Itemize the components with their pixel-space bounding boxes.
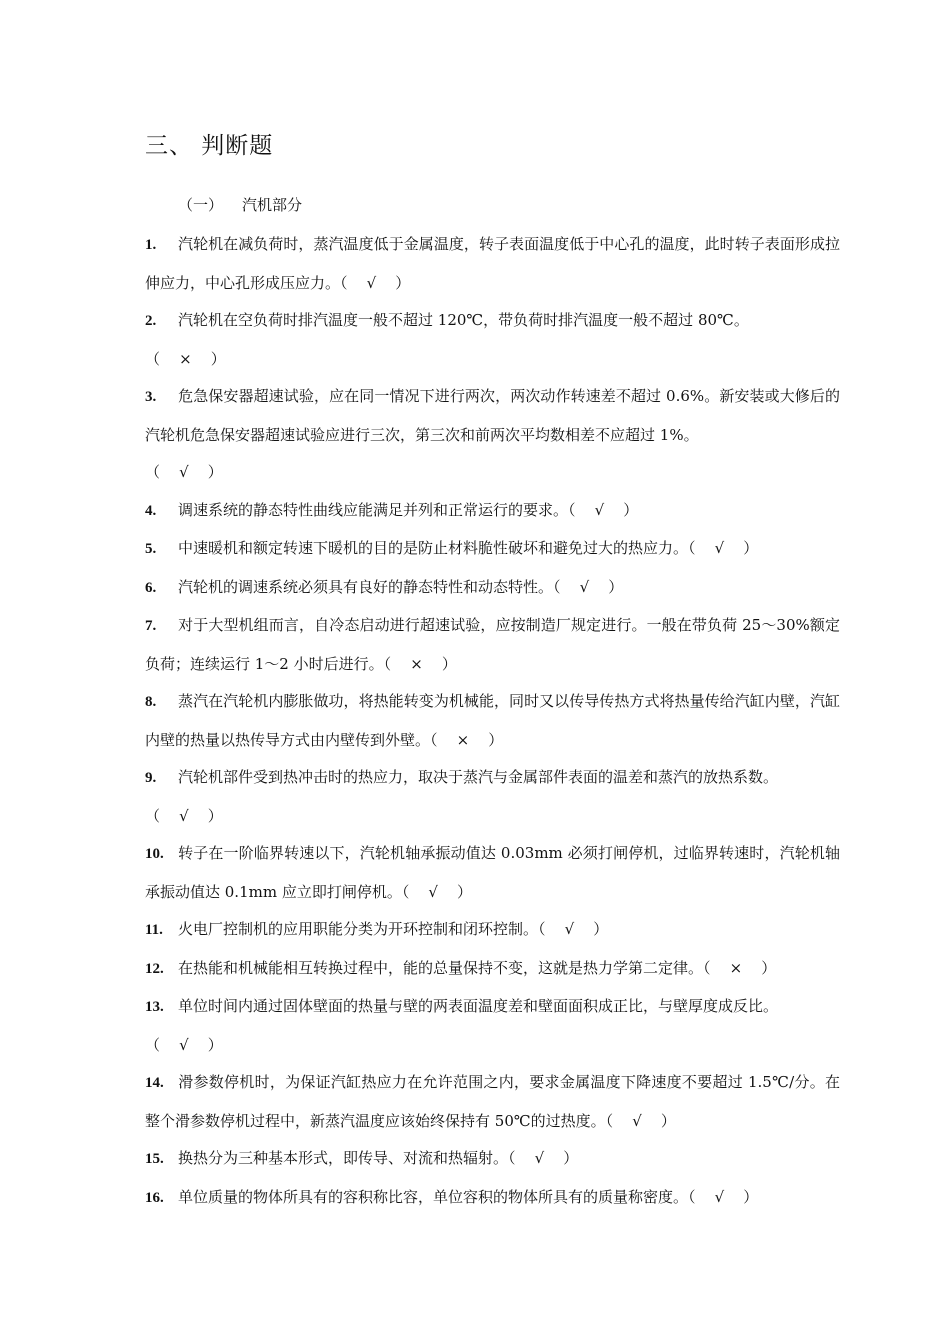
question-text: 汽轮机的调速系统必须具有良好的静态特性和动态特性。 — [178, 577, 554, 596]
question-number: 7. — [145, 618, 157, 634]
question-item — [145, 226, 840, 302]
subsection-heading — [178, 194, 302, 215]
question-number: 6. — [145, 579, 157, 596]
question-answer: （ √ ） — [401, 882, 473, 901]
question-item — [145, 378, 840, 492]
question-item — [145, 1179, 840, 1218]
question-list — [145, 226, 840, 1217]
question-item — [145, 1140, 840, 1179]
question-item — [145, 683, 840, 759]
question-answer: （ × ） — [703, 958, 777, 977]
question-item — [145, 1064, 840, 1140]
question-number: 15. — [145, 1151, 164, 1167]
question-answer: （ √ ） — [145, 1035, 223, 1054]
question-number: 13. — [145, 999, 164, 1015]
question-item — [145, 569, 840, 608]
question-text: 单位质量的物体所具有的容积称比容，单位容积的物体所具有的质量称密度。 — [178, 1187, 689, 1206]
question-item — [145, 759, 840, 835]
question-text: 火电厂控制机的应用职能分类为开环控制和闭环控制。 — [178, 920, 539, 938]
question-number: 16. — [145, 1189, 164, 1206]
question-answer: （ × ） — [145, 349, 226, 368]
question-item — [145, 607, 840, 683]
question-text: 换热分为三种基本形式，即传导、对流和热辐射。 — [178, 1149, 509, 1167]
question-item — [145, 492, 840, 531]
question-number: 1. — [145, 237, 157, 253]
question-answer: （ √ ） — [568, 500, 639, 519]
question-number: 4. — [145, 502, 157, 519]
question-text: 在热能和机械能相互转换过程中，能的总量保持不变，这就是热力学第二定律。 — [178, 958, 704, 977]
question-answer: （ × ） — [383, 654, 457, 673]
question-number: 11. — [145, 922, 163, 938]
question-item — [145, 302, 840, 378]
question-answer: （ √ ） — [508, 1149, 579, 1167]
section-title: 三、 判断题 — [145, 133, 274, 159]
question-answer: （ × ） — [430, 730, 504, 749]
question-text: 汽轮机部件受到热冲击时的热应力，取决于蒸汽与金属部件表面的温差和蒸汽的放热系数。 — [178, 768, 779, 786]
question-item — [145, 530, 840, 569]
question-item — [145, 988, 840, 1064]
subsection-number: （一） — [178, 196, 224, 214]
question-number: 8. — [145, 694, 157, 710]
question-text: 对于大型机组而言，自冷态启动进行超速试验，应按制造厂规定进行。一般在带负荷 25～30%额定负荷；连续运行 1～2 小时后进行。 — [145, 616, 840, 673]
question-text: 单位时间内通过固体壁面的热量与壁的两表面温度差和壁面面积成正比，与壁厚度成反比。 — [178, 997, 779, 1015]
question-item — [145, 835, 840, 911]
question-text: 滑参数停机时，为保证汽缸热应力在允许范围之内，要求金属温度下降速度不要超过 1.5℃/分。在整个滑参数停机过程中，新蒸汽温度应该始终保持有 50℃的过热度。 — [145, 1073, 840, 1130]
question-number: 12. — [145, 960, 164, 977]
question-answer: （ √ ） — [538, 920, 609, 938]
question-text: 危急保安器超速试验，应在同一情况下进行两次，两次动作转速差不超过 0.6%。新安装或大修后的汽轮机危急保安器超速试验应进行三次，第三次和前两次平均数相差不应超过 1%。 — [145, 387, 840, 444]
question-number: 5. — [145, 541, 157, 557]
question-text: 中速暖机和额定转速下暖机的目的是防止材料脆性破坏和避免过大的热应力。 — [178, 539, 689, 557]
question-text: 汽轮机在减负荷时，蒸汽温度低于金属温度，转子表面温度低于中心孔的温度，此时转子表面形成拉伸应力，中心孔形成压应力。 — [145, 235, 840, 292]
question-answer: （ √ ） — [145, 463, 223, 481]
question-text: 转子在一阶临界转速以下，汽轮机轴承振动值达 0.03mm 必须打闸停机，过临界转速时，汽轮机轴承振动值达 0.1mm 应立即打闸停机。 — [145, 844, 840, 901]
question-answer: （ √ ） — [688, 1187, 759, 1206]
question-number: 3. — [145, 389, 157, 405]
question-answer: （ √ ） — [340, 273, 411, 292]
question-text: 调速系统的静态特性曲线应能满足并列和正常运行的要求。 — [178, 500, 569, 519]
question-number: 2. — [145, 313, 157, 329]
question-number: 14. — [145, 1075, 164, 1091]
question-answer: （ √ ） — [605, 1111, 676, 1130]
question-answer: （ √ ） — [553, 577, 624, 596]
question-item — [145, 911, 840, 950]
question-text: 汽轮机在空负荷时排汽温度一般不超过 120℃，带负荷时排汽温度一般不超过 80℃。 — [178, 311, 749, 329]
question-item — [145, 950, 840, 989]
subsection-title: 汽机部分 — [242, 196, 303, 214]
question-number: 9. — [145, 770, 157, 786]
question-answer: （ √ ） — [688, 539, 759, 557]
question-text: 蒸汽在汽轮机内膨胀做功，将热能转变为机械能，同时又以传导传热方式将热量传给汽缸内壁，汽缸内壁的热量以热传导方式由内壁传到外壁。 — [145, 692, 840, 749]
question-number: 10. — [145, 846, 164, 862]
question-answer: （ √ ） — [145, 806, 223, 825]
